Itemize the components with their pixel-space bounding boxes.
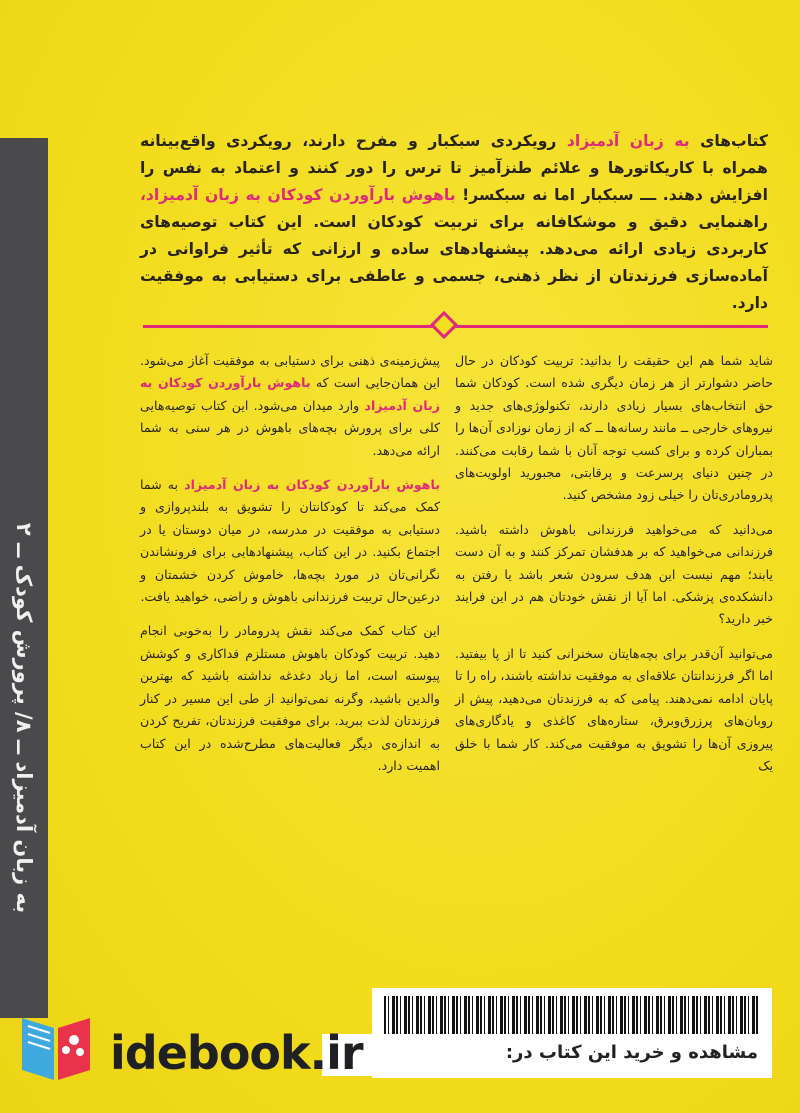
section-divider bbox=[143, 315, 768, 337]
series-name-highlight: به زبان آدمیزاد bbox=[566, 132, 690, 150]
intro-paragraph bbox=[140, 128, 768, 317]
idebook-logo[interactable] bbox=[14, 1002, 363, 1097]
book-spine bbox=[0, 138, 48, 1018]
logo-wordmark: idebook.ir bbox=[110, 1026, 363, 1080]
left-p2-text-b: به شما کمک می‌کند تا کودکانتان را تشویق به بلندپروازی و دستیابی به موفقیت در مدرسه، در میان دوستان یا در اجتماع بکنید. در این کتاب، پیشنهادهایی برای فرونشاندن نگرانی‌تان در مورد بچه‌ها، خاموش کردن خشمتان و درعین‌حال تربیت فرزندانی باهوش و راضی، خواهید یافت. bbox=[140, 477, 440, 605]
right-paragraph-2: می‌دانید که می‌خواهید فرزندانی باهوش داشته باشید. فرزندانی می‌خواهید که بر هدفشان تمرکز کنند و به آن دست یابند؛ مهم نیست این هدف سرودن شعر باشد یا رفتن به دانشکده‌ی پزشکی. اما آیا از نقش خودتان هم در این فرایند خبر دارید؟ bbox=[455, 521, 773, 627]
left-text-column bbox=[140, 350, 440, 789]
purchase-banner[interactable] bbox=[322, 1034, 770, 1076]
intro-text-3: راهنمایی دقیق و موشکافانه برای تربیت کودکان است. این کتاب توصیه‌های کاربردی زیادی ارائه می‌دهد. پیشنهادهای ساده و ارزانی که تأثیر فراوانی در آماده‌سازی فرزندتان از نظر ذهنی، جسمی و عاطفی برای دستیابی به موفقیت دارد. bbox=[140, 213, 768, 312]
purchase-banner-text: مشاهده و خرید این کتاب در: bbox=[505, 1042, 758, 1063]
intro-text-2: رویکردی سبکبار و مفرح دارند، رویکردی واقع‌بینانه همراه با کاریکاتورها و علائم طنزآمیز تا ترس را دور کنند و اعتماد به نفس را افزایش دهند. ـــ سبکبار اما نه سبکسر! bbox=[140, 132, 768, 204]
left-paragraph-1 bbox=[140, 350, 440, 462]
intro-text-1: کتاب‌های bbox=[689, 132, 768, 150]
open-book-logo-icon bbox=[14, 1002, 98, 1086]
left-p1-text-a: پیش‌زمینه‌ی ذهنی برای دستیابی به موفقیت آغاز می‌شود. این همان‌جایی است که bbox=[140, 353, 440, 391]
book-title-highlight: باهوش بارآوردن کودکان به زبان آدمیزاد، bbox=[140, 186, 456, 204]
right-paragraph-1: شاید شما هم این حقیقت را بدانید: تربیت کودکان در حال حاضر دشوارتر از هر زمان دیگری شده است. کودکان شما حق انتخاب‌های بسیار زیادی دارند، تکنولوژی‌های جدید و نیروهای خارجی ــ مانند رسانه‌ها ــ که از زمان نوزادی آن‌ها را بمباران کرده و برای کسب توجه آنان با شما رقابت می‌کنند. در چنین دنیای پرسرعت و پرقابتی، مجبورید اولویت‌های پدرومادری‌تان را خیلی زود مشخص کنید. bbox=[455, 353, 773, 503]
right-text-column bbox=[455, 350, 773, 789]
left-p2-title-highlight: باهوش بارآوردن کودکان به زبان آدمیزاد bbox=[184, 477, 440, 493]
right-paragraph-3: می‌توانید آن‌قدر برای بچه‌هایتان سخنرانی کنید تا از پا بیفتید. اما اگر فرزندانتان علاقه‌ای به موفقیت نداشته باشند، راه را تا پایان ادامه نمی‌دهند. پیامی که به فرزندتان می‌دهید، پیش از روبان‌های پرزرق‌وبرق، ستاره‌های کاغذی و یادگاری‌های پیروزی آن‌ها را تشویق به موفقیت می‌کند. کار شما با خلق یک bbox=[455, 645, 773, 773]
left-paragraph-2 bbox=[140, 474, 440, 608]
spine-title: به زبان آدمیزاد ــ ۸/ پرورش کودک ــ ۲ bbox=[12, 522, 36, 914]
left-p1-title-highlight: باهوش بارآوردن کودکان به زبان آدمیزاد bbox=[140, 375, 440, 413]
diamond-ornament-icon bbox=[430, 311, 458, 339]
left-paragraph-3: این کتاب کمک می‌کند نقش پدرومادر را به‌خوبی انجام دهید. تربیت کودکان باهوش مستلزم فداکاری و کوشش پیوسته است، اما زیاد دغدغه نداشته باشید که بهترین والدین باشید، وگرنه نمی‌توانید از طی این مسیر در کنار فرزندتان لذت ببرید. برای موفقیت فرزندتان، تفریح کردن به اندازه‌ی دیگر فعالیت‌های مطرح‌شده در این کتاب اهمیت دارد. bbox=[140, 623, 440, 773]
left-p1-text-c: وارد میدان می‌شود. این کتاب توصیه‌هایی کلی برای پرورش بچه‌های باهوش در هر سنی به شما ارائه می‌دهد. bbox=[140, 397, 440, 458]
